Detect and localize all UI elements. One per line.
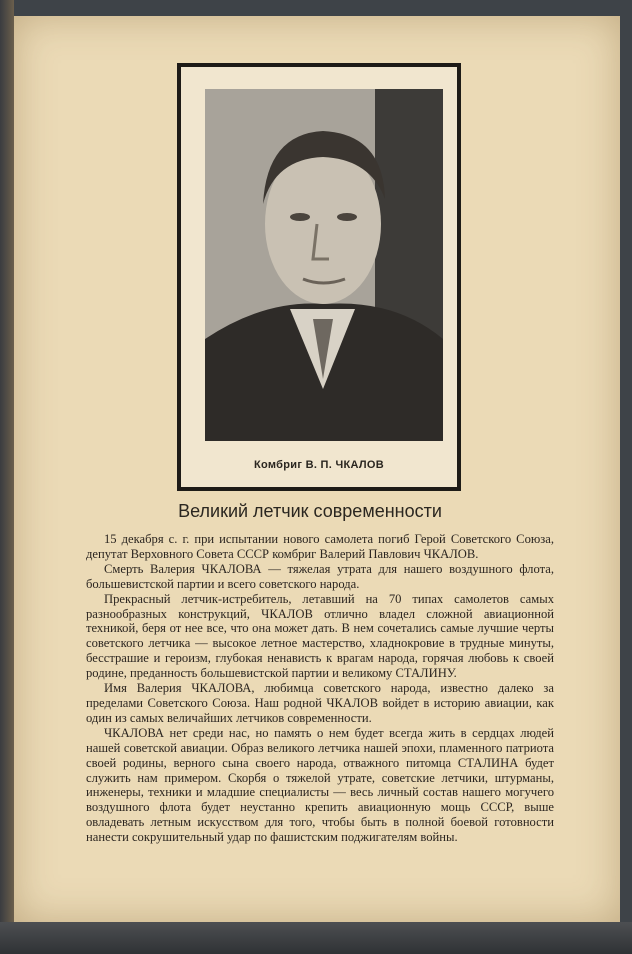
- article-title: Великий летчик современности: [178, 501, 442, 521]
- portrait-figure: [205, 89, 443, 441]
- article-body: [86, 532, 554, 845]
- book-page: [14, 16, 620, 922]
- book-bottom-edge: [0, 922, 632, 954]
- portrait-frame: [177, 63, 461, 491]
- paragraph: Имя Валерия ЧКАЛОВА, любимца советского народа, известно далеко за пределами Советского Союза. Наш родной ЧКАЛОВ войдет в историю авиации, как один из самых величайших летчиков современности.: [86, 681, 554, 725]
- paragraph: ЧКАЛОВА нет среди нас, но память о нем будет всегда жить в сердцах людей нашей советской авиации. Образ великого летчика нашей эпохи, пламенного патриота своей родины, верного сына своего народа, отважного питомца СТАЛИНА будет служить нам примером. Скорбя о тяжелой утрате, советские летчики, штурманы, инженеры, техники и младшие специалисты — весь личный состав нашего могучего воздушного флота будет неустанно крепить авиационную мощь СССР, выше овладевать летным искусством для того, чтобы быть в полной боевой готовности нанести сокрушительный удар по фашистским поджигателям войны.: [86, 725, 554, 845]
- book-spine: [0, 0, 14, 954]
- portrait-photo: [205, 89, 443, 441]
- portrait-caption: Комбриг В. П. ЧКАЛОВ: [253, 459, 384, 471]
- paragraph: Смерть Валерия ЧКАЛОВА — тяжелая утрата для нашего воздушного флота, большевистской партии и всего советского народа.: [86, 561, 554, 591]
- paragraph: 15 декабря с. г. при испытании нового самолета погиб Герой Советского Союза, депутат Верховного Совета СССР комбриг Валерий Павлович ЧКАЛОВ.: [86, 532, 554, 561]
- paragraph: Прекрасный летчик-истребитель, летавший на 70 типах самолетов самых разнообразных конструкций, ЧКАЛОВ отлично владел сложной авиационной техникой, беря от нее все, что она может дать. В нем сочетались самые лучшие черты советского летчика — высокое летное мастерство, хладнокровие в трудные минуты, бесстрашие и героизм, глубокая ненависть к врагам народа, горячая любовь к своей родине, преданность большевистской партии и великому СТАЛИНУ.: [86, 591, 554, 681]
